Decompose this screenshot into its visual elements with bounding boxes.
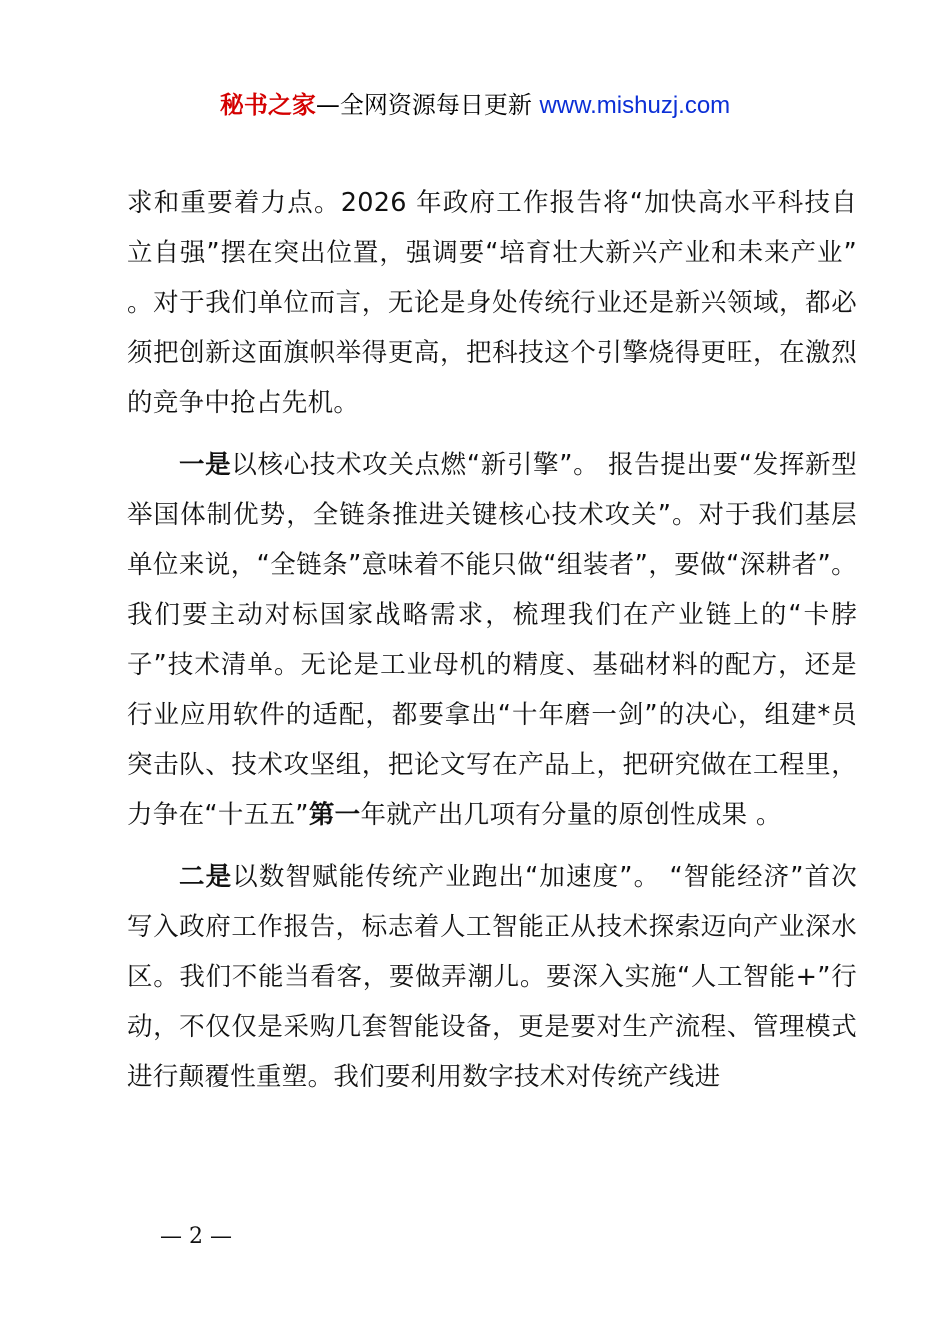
paragraph-point-one (127, 440, 857, 840)
point-two-lead: 二是 (179, 862, 233, 892)
header-tagline: —全网资源每日更新 (315, 91, 532, 119)
brand-name: 秘书之家 (219, 91, 316, 119)
paragraph-point-two (127, 852, 857, 1102)
document-body (127, 178, 857, 1102)
point-one-emphasis: 第一 (308, 800, 361, 830)
paragraph-intro: 求和重要着力点。2026 年政府工作报告将“加快高水平科技自立自强”摆在突出位置，强调要“培育壮大新兴产业和未来产业” 。对于我们单位而言，无论是身处传统行业还是新兴领域，都必须把创新这面旗帜举得更高，把科技这个引擎烧得更旺，在激烈的竞争中抢占先机。 (127, 188, 857, 418)
page-number: — 2 — (160, 1224, 232, 1249)
site-url-link[interactable]: www.mishuzj.com (539, 92, 731, 119)
point-one-lead: 一是 (179, 450, 232, 480)
point-two-text: 以数智赋能传统产业跑出“加速度”。 “智能经济”首次写入政府工作报告，标志着人工智能正从技术探索迈向产业深水区。我们不能当看客，要做弄潮儿。要深入实施“人工智能+”行动，不仅仅是采购几套智能设备，更是要对生产流程、管理模式进行颠覆性重塑。我们要利用数字技术对传统产线进 (127, 862, 858, 1092)
point-one-text-end: 年就产出几项有分量的原创性成果 。 (360, 800, 782, 830)
point-one-text: 以核心技术攻关点燃“新引擎”。 报告提出要“发挥新型举国体制优势，全链条推进关键核心技术攻关”。对于我们基层单位来说，“全链条”意味着不能只做“组装者”，要做“深耕者”。我们要主动对标国家战略需求，梳理我们在产业链上的“卡脖子”技术清单。无论是工业母机的精度、基础材料的配方，还是行业应用软件的适配，都要拿出“十年磨一剑”的决心，组建*员突击队、技术攻坚组，把论文写在产品上，把研究做在工程里，力争在“十五五” (127, 450, 857, 830)
site-header (0, 88, 950, 123)
